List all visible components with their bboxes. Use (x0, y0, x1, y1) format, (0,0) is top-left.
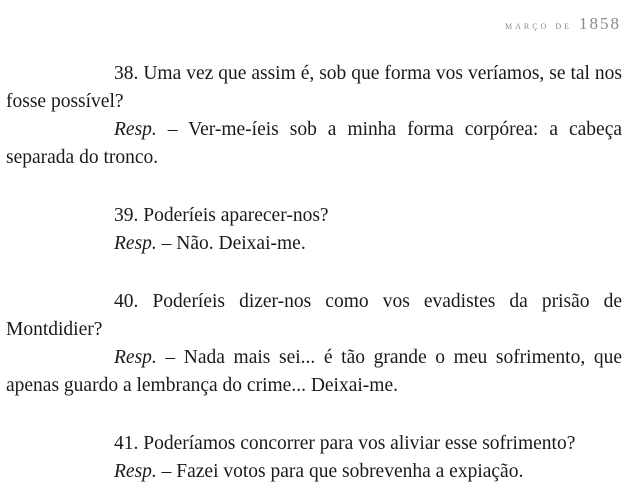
resp-label: Resp. (114, 233, 157, 254)
answer-body: – Nada mais sei... é tão grande o meu sofrimento, que apenas guardo a lembrança do crime... Deixai-me. (6, 347, 622, 396)
page-body (6, 60, 622, 486)
answer-body: – Fazei votos para que sobrevenha a expiação. (161, 461, 524, 482)
resp-label: Resp. (114, 461, 157, 482)
running-header (505, 14, 621, 34)
question-text: 39. Poderíeis aparecer-nos? (114, 205, 329, 226)
resp-label: Resp. (114, 119, 157, 140)
resp-label: Resp. (114, 347, 157, 368)
answer-body: – Ver-me-íeis sob a minha forma corpórea: a cabeça separada do tronco. (6, 119, 623, 168)
header-year: 1858 (579, 14, 621, 33)
answer-text (6, 458, 622, 486)
answer-text (6, 230, 622, 258)
qa-entry-39 (6, 202, 622, 258)
qa-entry-40 (6, 288, 622, 400)
answer-body: – Não. Deixai-me. (161, 233, 306, 254)
header-month: março de (504, 18, 572, 32)
qa-entry-38 (6, 60, 622, 172)
question-text: 41. Poderíamos concorrer para vos aliviar esse sofrimento? (114, 433, 576, 454)
question-text: 40. Poderíeis dizer-nos como vos evadistes da prisão de Montdidier? (6, 291, 622, 340)
question-text: 38. Uma vez que assim é, sob que forma vos veríamos, se tal nos fosse possível? (6, 63, 622, 112)
answer-text (6, 344, 622, 400)
qa-entry-41 (6, 430, 622, 486)
answer-text (6, 116, 622, 172)
